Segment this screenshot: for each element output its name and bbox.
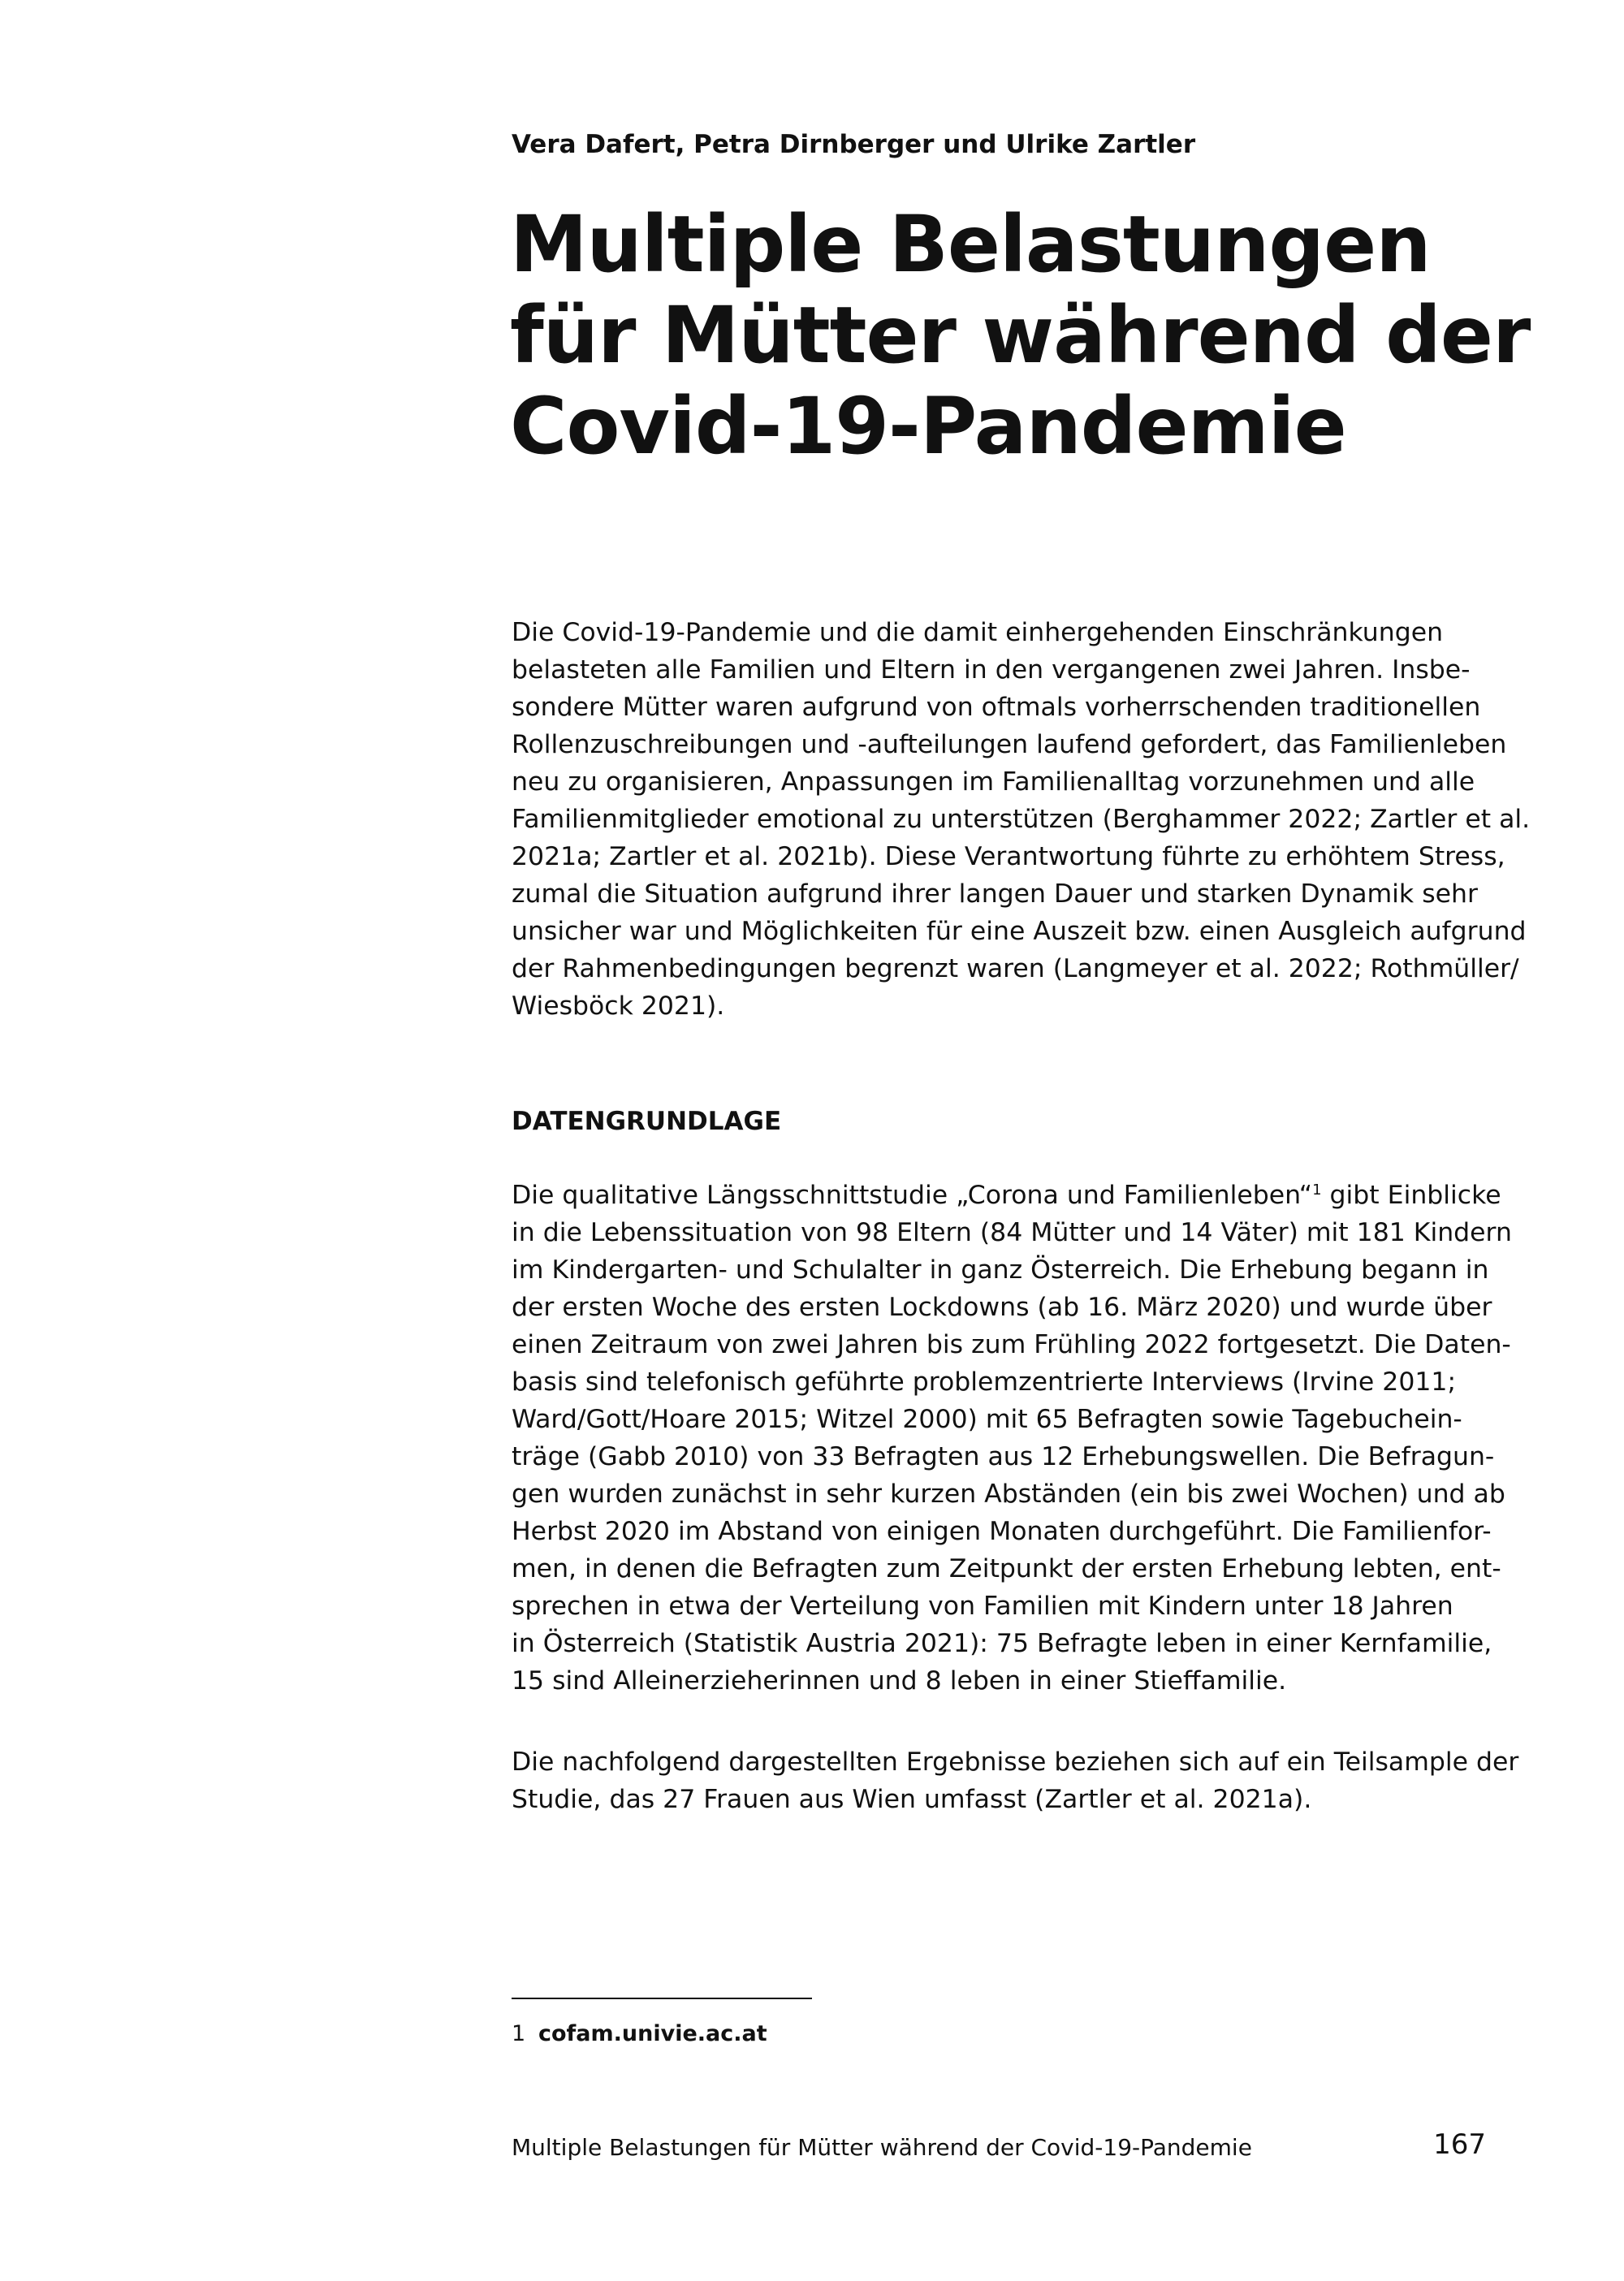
text-line: zumal die Situation aufgrund ihrer langen Dauer und starken Dynamik sehr — [512, 879, 1478, 909]
footnote-number: 1 — [512, 2021, 526, 2046]
data-paragraph — [512, 1177, 1512, 1700]
text-line: unsicher war und Möglichkeiten für eine Auszeit bzw. einen Ausgleich aufgrund — [512, 917, 1527, 946]
text-line: Studie, das 27 Frauen aus Wien umfasst (Zartler et al. 2021a). — [512, 1785, 1312, 1814]
running-footer-title: Multiple Belastungen für Mütter während der Covid-19-Pandemie — [512, 2134, 1252, 2161]
article-title — [510, 199, 1598, 472]
text-line: neu zu organisieren, Anpassungen im Familienalltag vorzunehmen und alle — [512, 767, 1475, 797]
text-line: Wiesböck 2021). — [512, 991, 725, 1021]
text-line: einen Zeitraum von zwei Jahren bis zum Frühling 2022 fortgesetzt. Die Daten- — [512, 1330, 1511, 1359]
footnote-link[interactable]: cofam.univie.ac.at — [538, 2021, 767, 2046]
text-line: belasteten alle Familien und Eltern in den vergangenen zwei Jahren. Insbe- — [512, 655, 1471, 685]
text-line: basis sind telefonisch geführte problemzentrierte Interviews (Irvine 2011; — [512, 1367, 1457, 1397]
text-line: Ward/Gott/Hoare 2015; Witzel 2000) mit 65 Befragten sowie Tagebuchein- — [512, 1405, 1462, 1434]
footnote-divider — [512, 1998, 812, 1999]
text-line: in die Lebenssituation von 98 Eltern (84 Mütter und 14 Väter) mit 181 Kindern — [512, 1218, 1512, 1247]
footnote — [512, 2020, 1161, 2049]
text-line: sprechen in etwa der Verteilung von Familien mit Kindern unter 18 Jahren — [512, 1592, 1453, 1621]
text-line: Rollenzuschreibungen und -aufteilungen laufend gefordert, das Familienleben — [512, 730, 1507, 759]
text-fragment: Die qualitative Längsschnittstudie „Corona und Familienleben“ — [512, 1181, 1313, 1210]
text-fragment: gibt Einblicke — [1321, 1181, 1501, 1210]
page-number: 167 — [1433, 2128, 1486, 2161]
text-line: Familienmitglieder emotional zu unterstützen (Berghammer 2022; Zartler et al. — [512, 805, 1531, 834]
text-line — [512, 1177, 1501, 1214]
authors: Vera Dafert, Petra Dirnberger und Ulrike Zartler — [512, 130, 1196, 159]
title-line: Multiple Belastungen — [510, 199, 1431, 290]
section-heading: DATENGRUNDLAGE — [512, 1107, 782, 1136]
title-line: Covid-19-Pandemie — [510, 381, 1346, 472]
title-line: für Mütter während der — [510, 290, 1531, 381]
footnote-reference[interactable]: 1 — [1312, 1182, 1322, 1199]
sample-paragraph — [512, 1743, 1519, 1818]
text-line: sondere Mütter waren aufgrund von oftmals vorherrschenden traditionellen — [512, 693, 1481, 722]
text-line: der Rahmenbedingungen begrenzt waren (Langmeyer et al. 2022; Rothmüller/ — [512, 954, 1519, 983]
intro-paragraph — [512, 614, 1531, 1025]
text-line: im Kindergarten- und Schulalter in ganz Österreich. Die Erhebung begann in — [512, 1255, 1489, 1285]
text-line: Die Covid-19-Pandemie und die damit einhergehenden Einschränkungen — [512, 618, 1444, 647]
text-line: Herbst 2020 im Abstand von einigen Monaten durchgeführt. Die Familienfor- — [512, 1517, 1492, 1546]
text-line: 15 sind Alleinerzieherinnen und 8 leben in einer Stieffamilie. — [512, 1666, 1287, 1696]
text-line: men, in denen die Befragten zum Zeitpunkt der ersten Erhebung lebten, ent- — [512, 1554, 1501, 1583]
text-line: gen wurden zunächst in sehr kurzen Abständen (ein bis zwei Wochen) und ab — [512, 1480, 1505, 1509]
text-line: träge (Gabb 2010) von 33 Befragten aus 12 Erhebungswellen. Die Befragun- — [512, 1442, 1495, 1471]
text-line: in Österreich (Statistik Austria 2021): 75 Befragte leben in einer Kernfamilie, — [512, 1629, 1492, 1658]
text-line: Die nachfolgend dargestellten Ergebnisse beziehen sich auf ein Teilsample der — [512, 1747, 1519, 1777]
text-line: 2021a; Zartler et al. 2021b). Diese Verantwortung führte zu erhöhtem Stress, — [512, 842, 1505, 871]
text-line: der ersten Woche des ersten Lockdowns (ab 16. März 2020) und wurde über — [512, 1293, 1492, 1322]
